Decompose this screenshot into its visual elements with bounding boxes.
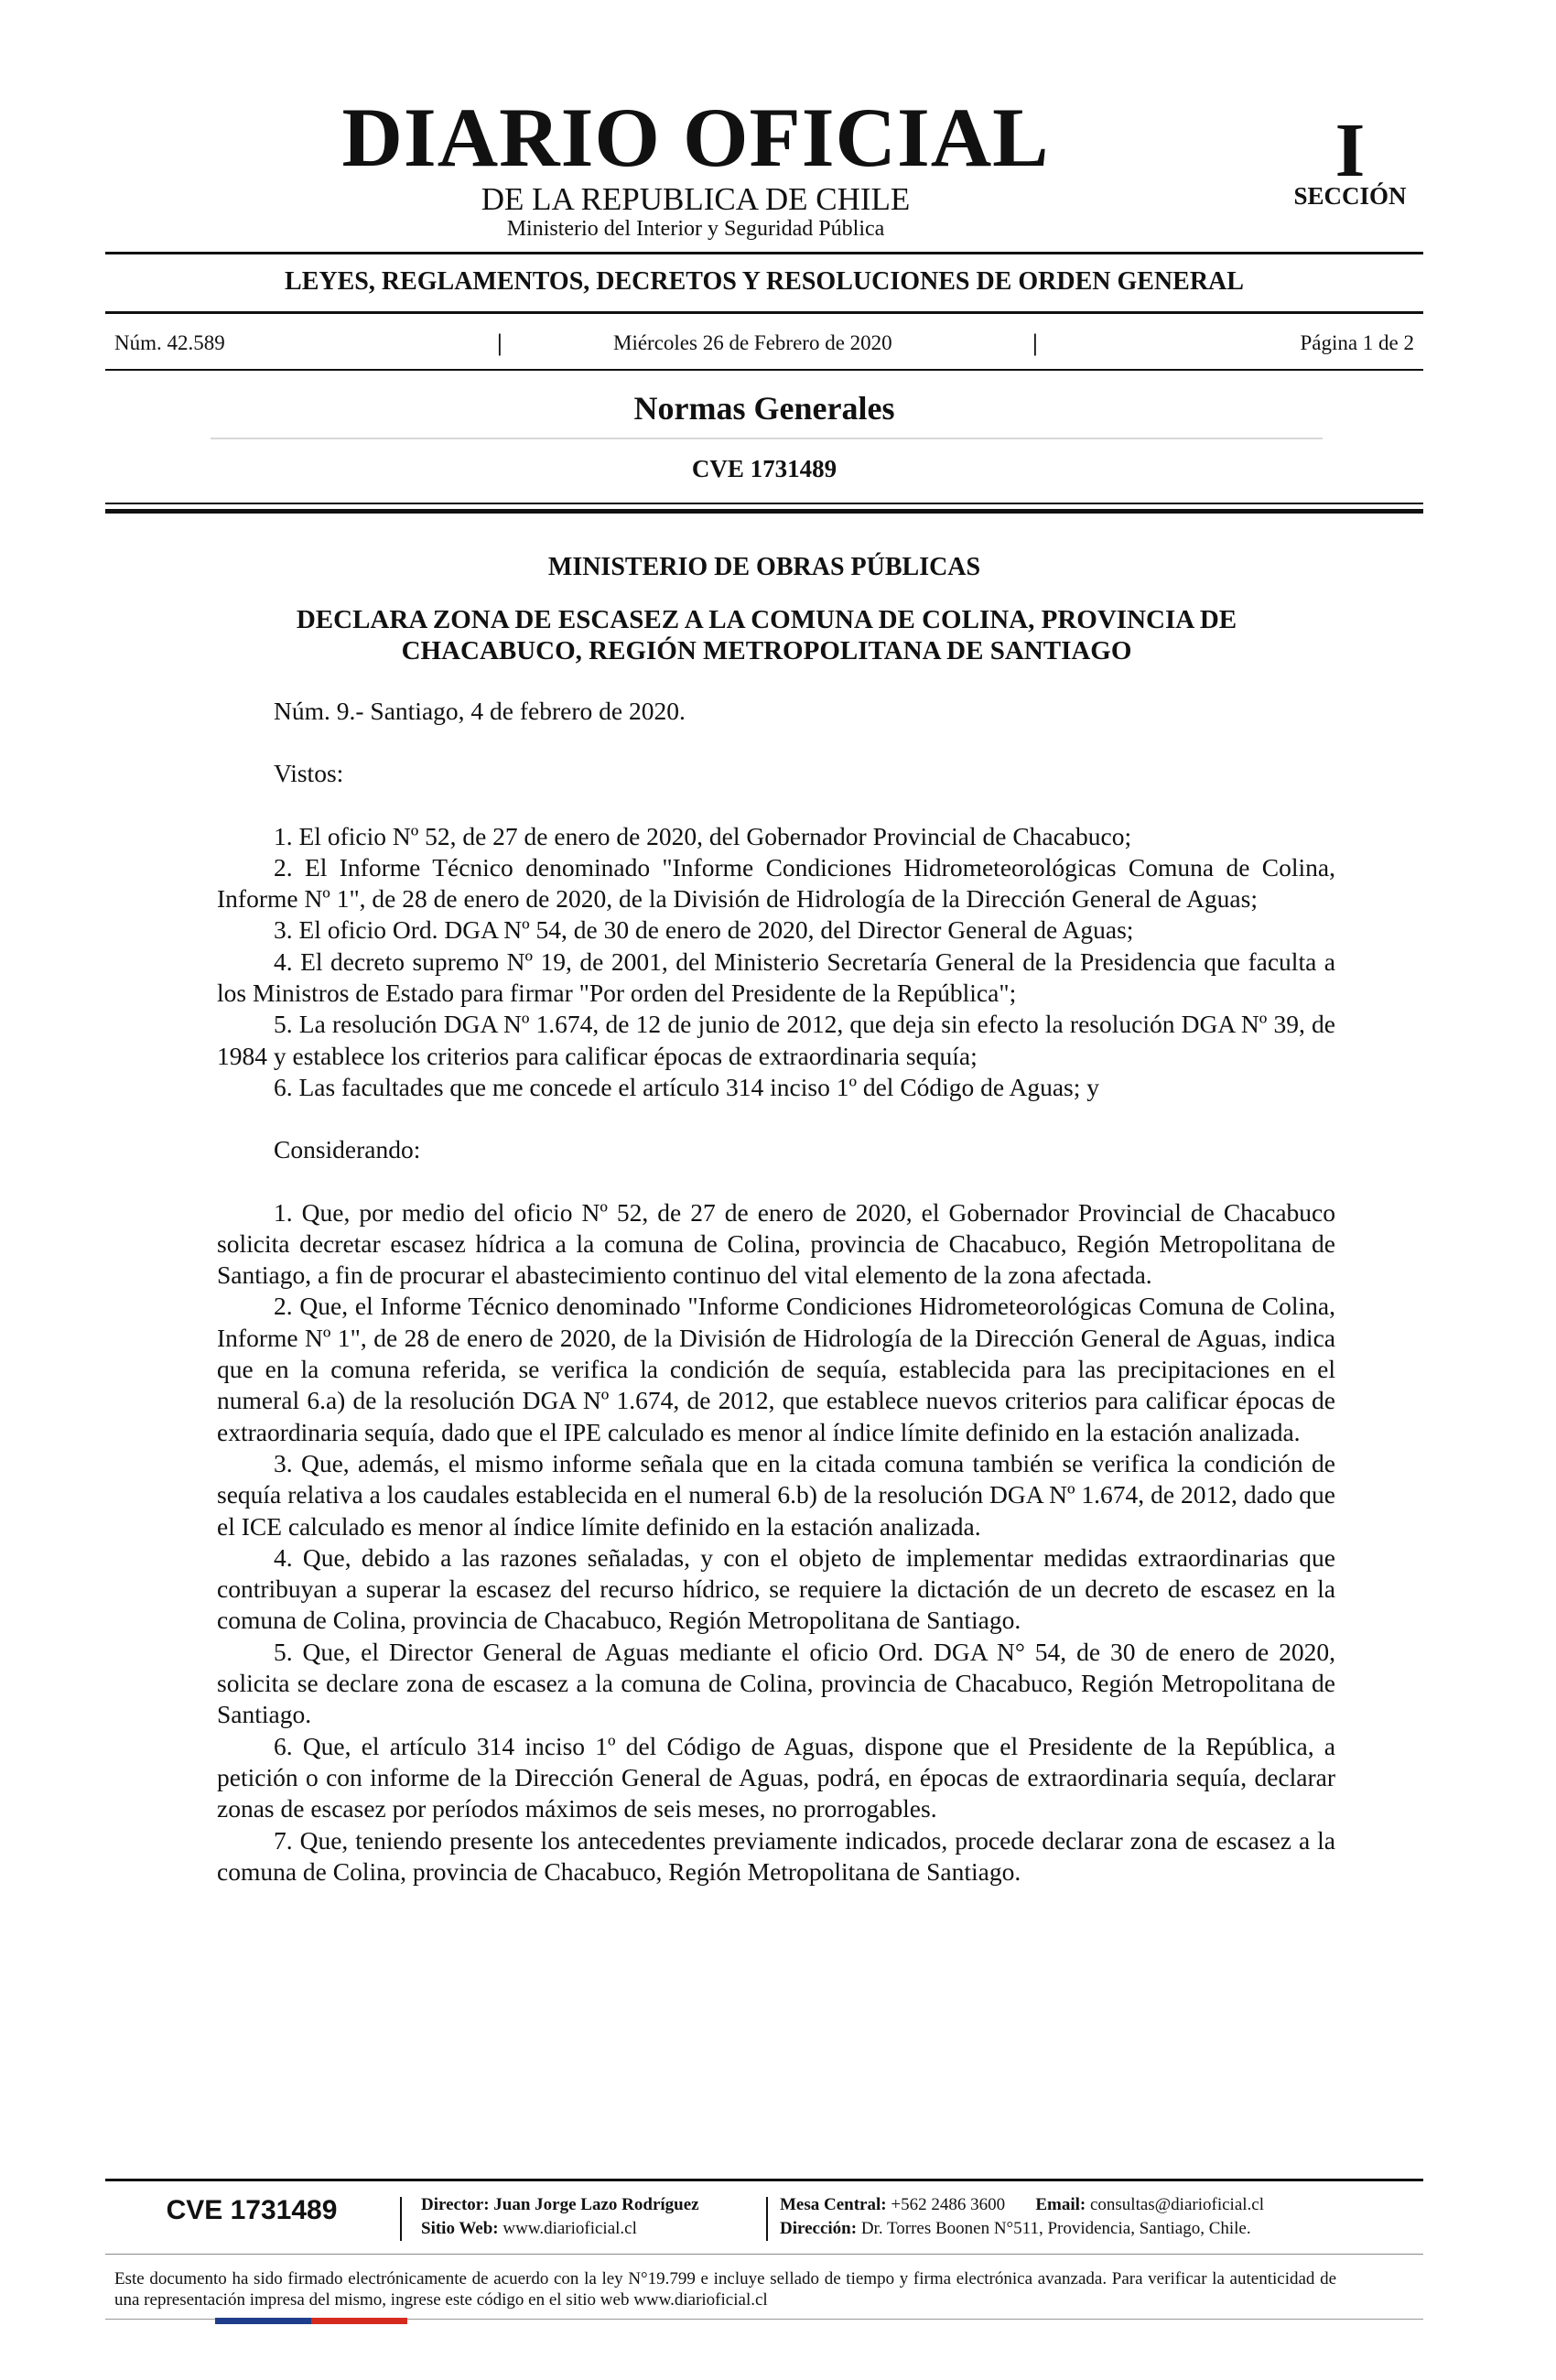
masthead-center <box>105 92 1423 242</box>
footer-director-block <box>421 2193 699 2241</box>
section-indicator <box>1277 110 1423 209</box>
footer-divider <box>400 2197 402 2241</box>
infobar-separator: | <box>497 330 502 356</box>
footer-top-rule <box>105 2179 1423 2181</box>
address-label: Dirección: <box>780 2219 858 2238</box>
footer-contact-line <box>780 2193 1264 2217</box>
director-label: Director: <box>421 2195 490 2214</box>
considerando-label: Considerando: <box>274 1135 421 1164</box>
footer-director-line <box>421 2193 699 2217</box>
website-link[interactable]: www.diarioficial.cl <box>502 2219 637 2238</box>
email-label: Email: <box>1035 2195 1086 2214</box>
vistos-item: 4. El decreto supremo Nº 19, de 2001, del Ministerio Secretaría General de la Presidencia que faculta a los Ministros de Estado para firmar "Por orden del Presidente de la República"; <box>217 947 1335 1008</box>
ministry-heading: MINISTERIO DE OBRAS PÚBLICAS <box>547 553 981 581</box>
footer-cve-code: CVE 1731489 <box>166 2195 338 2225</box>
considerando-item: 2. Que, el Informe Técnico denominado "Informe Condiciones Hidrometeorológicas Comuna de Colina, Informe Nº 1", de 28 de enero de 2020, de la División de Hidrología de la Dirección General de Aguas, indica que en la comuna referida, se verifica la condición de sequía, establecida para las precipitaciones en el numeral 6.a) de la resolución DGA Nº 1.674, de 2012, que establece nuevos criterios para calificar épocas de extraordinaria sequía, dado que el IPE calculado es menor al índice límite definido en la estación analizada. <box>217 1292 1335 1446</box>
vistos-item: 5. La resolución DGA Nº 1.674, de 12 de junio de 2012, que deja sin efecto la resolución DGA Nº 39, de 1984 y establece los criterios para calificar épocas de extraordinaria sequía; <box>217 1010 1335 1070</box>
phone-number: +562 2486 3600 <box>891 2195 1006 2214</box>
section-heading: Normas Generales <box>633 390 895 427</box>
issue-number: Núm. 42.589 <box>114 331 225 354</box>
vistos-item: 2. El Informe Técnico denominado "Informe Condiciones Hidrometeorológicas Comuna de Colina, Informe Nº 1", de 28 de enero de 2020, de la División de Hidrología de la Dirección General de Aguas; <box>217 852 1335 914</box>
email-link[interactable]: consultas@diarioficial.cl <box>1089 2195 1264 2214</box>
footer-address-line <box>780 2217 1264 2241</box>
director-name: Juan Jorge Lazo Rodríguez <box>493 2195 699 2214</box>
considerando-item: 5. Que, el Director General de Aguas mediante el oficio Ord. DGA N° 54, de 30 de enero de 2020, solicita se declare zona de escasez a la comuna de Colina, provincia de Chacabuco, Región Metropolitana de Santiago. <box>217 1637 1335 1729</box>
footer-divider <box>766 2197 768 2241</box>
page-indicator: Página 1 de 2 <box>1300 331 1414 354</box>
footer-mid-rule <box>105 2254 1423 2255</box>
laws-banner: LEYES, REGLAMENTOS, DECRETOS Y RESOLUCIONES DE ORDEN GENERAL <box>285 267 1244 296</box>
footer-signature-note: Este documento ha sido firmado electrónicamente de acuerdo con la ley N°19.799 e incluye sellado de tiempo y firma electrónica avanzada. Para verificar la autenticidad de una representación impresa del mismo, ingrese este código en el sitio web www.diarioficial.cl <box>114 2269 1336 2310</box>
newspaper-subtitle: DE LA REPUBLICA DE CHILE <box>481 181 911 217</box>
footer-web-line <box>421 2217 699 2241</box>
newspaper-ministry: Ministerio del Interior y Seguridad Pública <box>506 217 885 241</box>
vistos-item: 1. El oficio Nº 52, de 27 de enero de 2020, del Gobernador Provincial de Chacabuco; <box>274 821 1132 850</box>
infobar-divider <box>105 369 1423 371</box>
flag-stripe-blue <box>215 2318 311 2324</box>
section-number: I <box>1334 108 1366 193</box>
web-label: Sitio Web: <box>421 2219 499 2238</box>
section-label: SECCIÓN <box>1293 182 1407 210</box>
newspaper-title: DIARIO OFICIAL <box>341 91 1050 184</box>
decree-body <box>217 696 1335 1888</box>
footer-contact-block <box>780 2193 1264 2241</box>
infobar-separator: | <box>1032 330 1038 356</box>
issue-date: Miércoles 26 de Febrero de 2020 <box>613 331 892 354</box>
cve-divider-thin <box>105 503 1423 504</box>
considerando-item: 1. Que, por medio del oficio Nº 52, de 27 de enero de 2020, el Gobernador Provincial de Chacabuco solicita decretar escasez hídrica a la comuna de Colina, provincia de Chacabuco, Región Metropolitana de Santiago, a fin de procurar el abastecimiento continuo del vital elemento de la zona afectada. <box>217 1197 1335 1290</box>
considerando-item: 4. Que, debido a las razones señaladas, y con el objeto de implementar medidas extraordinarias que contribuyan a superar la escasez del recurso hídrico, se requiere la dictación de un decreto de escasez en la comuna de Colina, provincia de Chacabuco, Región Metropolitana de Santiago. <box>217 1542 1335 1635</box>
flag-stripe-red <box>311 2318 407 2324</box>
vistos-label: Vistos: <box>274 759 344 788</box>
considerando-item: 3. Que, además, el mismo informe señala que en la citada comuna también se verifica la condición de sequía relativa a los caudales establecida en el numeral 6.b) de la resolución DGA Nº 1.674, de 2012, dado que el ICE calculado es menor al índice límite definido en la estación analizada. <box>217 1448 1335 1541</box>
decree-number-line: Núm. 9.- Santiago, 4 de febrero de 2020. <box>274 697 686 725</box>
cve-code: CVE 1731489 <box>691 455 837 482</box>
considerando-item: 6. Que, el artículo 314 inciso 1º del Código de Aguas, dispone que el Presidente de la República, a petición o con informe de la Dirección General de Aguas, podrá, en épocas de extraordinaria sequía, declarar zonas de escasez por períodos máximos de seis meses, no prorrogables. <box>217 1731 1335 1823</box>
address-text: Dr. Torres Boonen N°511, Providencia, Santiago, Chile. <box>860 2219 1251 2238</box>
phone-label: Mesa Central: <box>780 2195 887 2214</box>
banner-divider <box>105 311 1423 314</box>
masthead-divider <box>105 252 1423 254</box>
issue-infobar <box>114 331 1414 359</box>
considerando-item: 7. Que, teniendo presente los antecedentes previamente indicados, procede declarar zona de escasez a la comuna de Colina, provincia de Chacabuco, Región Metropolitana de Santiago. <box>217 1825 1335 1886</box>
decree-title: DECLARA ZONA DE ESCASEZ A LA COMUNA DE COLINA, PROVINCIA DE CHACABUCO, REGIÓN METROPOLITANA DE SANTIAGO <box>296 605 1237 665</box>
cve-divider-thick <box>105 509 1423 514</box>
vistos-item: 3. El oficio Ord. DGA Nº 54, de 30 de enero de 2020, del Director General de Aguas; <box>274 915 1134 945</box>
vistos-item: 6. Las facultades que me concede el artículo 314 inciso 1º del Código de Aguas; y <box>274 1072 1100 1101</box>
masthead <box>105 92 1423 247</box>
heading-underline <box>211 438 1323 439</box>
